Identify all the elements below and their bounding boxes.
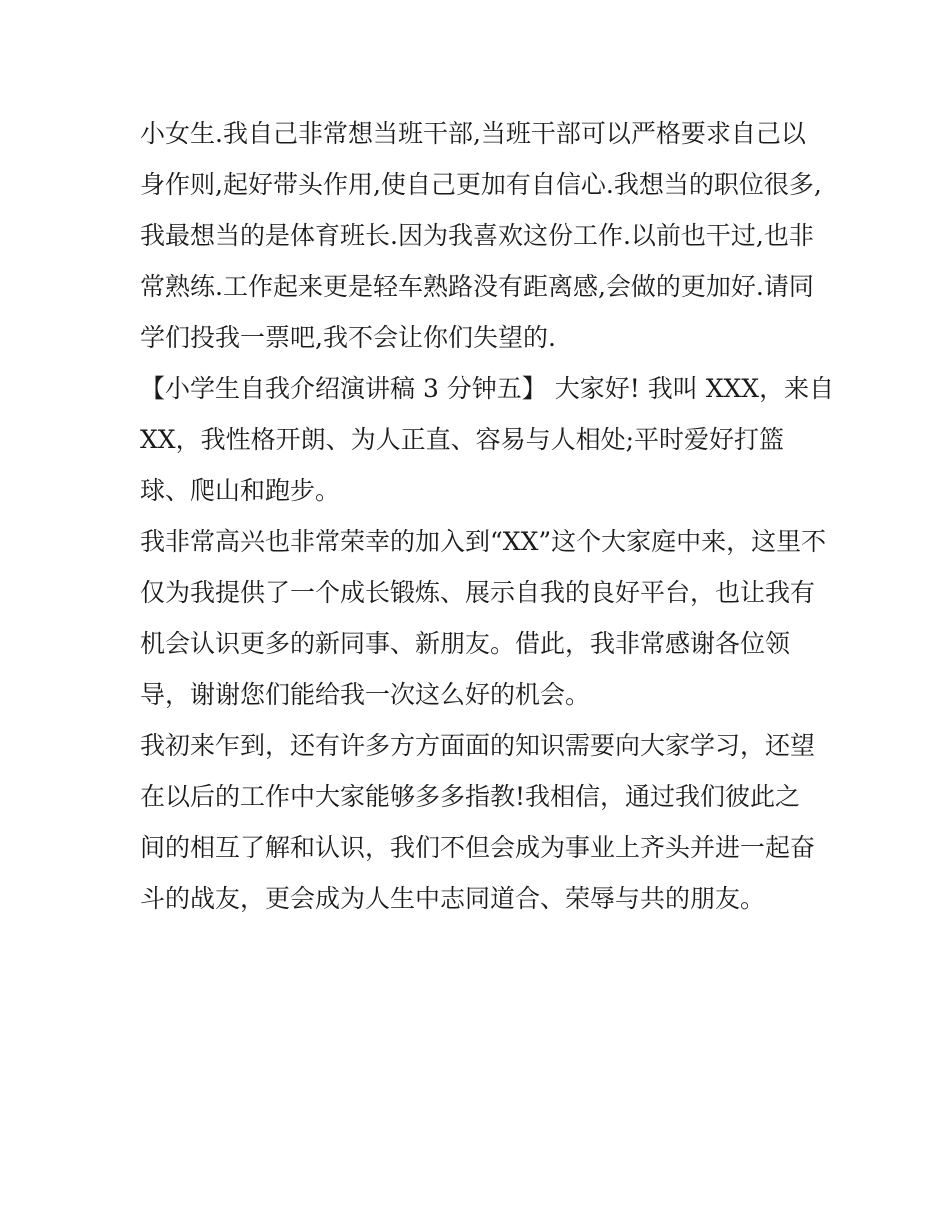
text-line: 我最想当的是体育班长.因为我喜欢这份工作.以前也干过,也非 [140,221,814,250]
text-line: 间的相互了解和认识，我们不但会成为事业上齐头并进一起奋 [140,833,816,862]
text-line: 斗的战友，更会成为人生中志同道合、荣辱与共的朋友。 [140,884,766,913]
text-line: 在以后的工作中大家能够多多指教!我相信，通过我们彼此之 [140,782,801,811]
text-line: 球、爬山和跑步。 [140,476,341,505]
text-line: 学们投我一票吧,我不会让你们失望的. [140,323,556,352]
text-line: 仅为我提供了一个成长锻炼、展示自我的良好平台，也让我有 [140,578,816,607]
document-body-text [140,108,835,924]
text-line: 身作则,起好带头作用,使自己更加有自信心.我想当的职位很多, [140,170,822,199]
text-line: 机会认识更多的新同事、新朋友。借此，我非常感谢各位领 [140,629,791,658]
section-heading-line: 【小学生自我介绍演讲稿 3 分钟五】 大家好! 我叫 XXX，来自 [140,374,835,403]
text-line: XX，我性格开朗、为人正直、容易与人相处;平时爱好打篮 [140,425,785,454]
text-line: 我初来乍到，还有许多方方面面的知识需要向大家学习，还望 [140,731,816,760]
text-line: 我非常高兴也非常荣幸的加入到“XX”这个大家庭中来，这里不 [140,527,827,556]
text-line: 导，谢谢您们能给我一次这么好的机会。 [140,680,591,709]
text-line: 常熟练.工作起来更是轻车熟路没有距离感,会做的更加好.请同 [140,272,814,301]
text-line: 小女生.我自己非常想当班干部,当班干部可以严格要求自己以 [140,119,806,148]
